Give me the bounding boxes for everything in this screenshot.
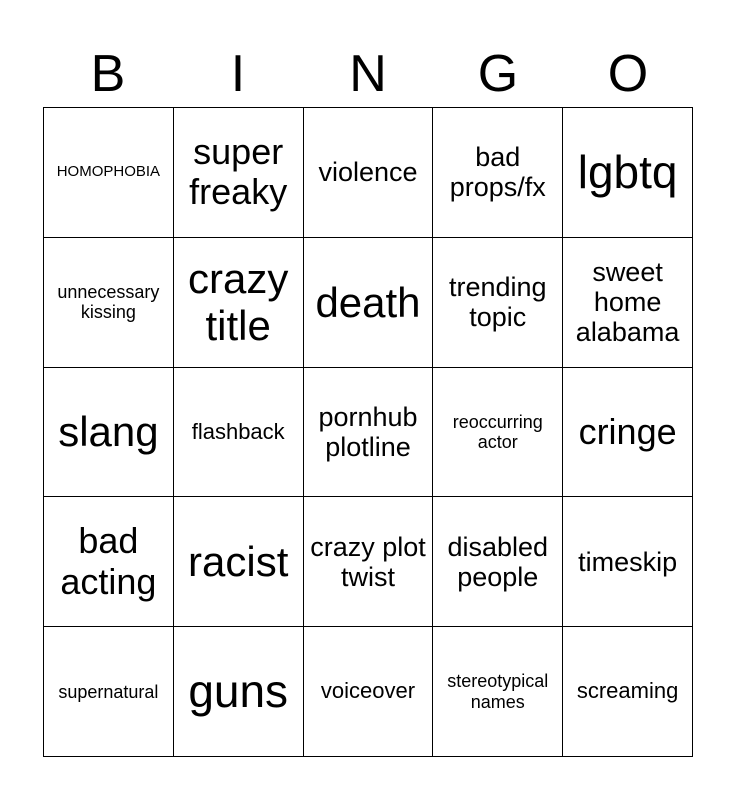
bingo-cell-label: death	[315, 278, 421, 326]
bingo-cell-r2c2[interactable]	[174, 238, 304, 368]
bingo-cell-r4c2[interactable]	[174, 497, 304, 627]
bingo-cell-r5c2[interactable]	[174, 627, 304, 757]
bingo-cell-label: cringe	[578, 410, 677, 452]
bingo-cell-r3c3[interactable]	[304, 368, 434, 498]
bingo-cell-r5c5[interactable]	[563, 627, 693, 757]
bingo-grid	[43, 107, 693, 757]
bingo-cell-r3c2[interactable]	[174, 368, 304, 498]
bingo-cell-r1c2[interactable]	[174, 108, 304, 238]
bingo-cell-label: bad props/fx	[449, 142, 546, 203]
bingo-cell-label: crazy plot twist	[310, 531, 426, 592]
bingo-cell-r4c5[interactable]	[563, 497, 693, 627]
bingo-cell-label: voiceover	[320, 678, 416, 704]
bingo-cell-label: unnecessary kissing	[57, 282, 160, 323]
header-letter-g: G	[477, 45, 519, 103]
bingo-cell-label: flashback	[191, 418, 285, 444]
header-letter-n: N	[349, 45, 387, 103]
bingo-cell-r3c4[interactable]	[433, 368, 563, 498]
bingo-cell-r2c5[interactable]	[563, 238, 693, 368]
bingo-cell-label: guns	[188, 664, 289, 717]
bingo-cell-r5c3[interactable]	[304, 627, 434, 757]
bingo-cell-label: reoccurring actor	[452, 411, 543, 452]
bingo-cell-label: timeskip	[578, 546, 678, 577]
bingo-cell-r5c1[interactable]	[44, 627, 174, 757]
bingo-cell-r3c5[interactable]	[563, 368, 693, 498]
bingo-cell-label: super freaky	[189, 131, 288, 213]
bingo-cell-r4c3[interactable]	[304, 497, 434, 627]
bingo-cell-label: screaming	[576, 678, 679, 704]
bingo-cell-label: stereotypical names	[447, 671, 549, 712]
bingo-cell-label: disabled people	[447, 531, 549, 592]
bingo-cell-label: slang	[58, 408, 159, 456]
bingo-cell-label: violence	[318, 157, 418, 188]
bingo-cell-label: pornhub plotline	[318, 401, 418, 462]
bingo-cell-r3c1[interactable]	[44, 368, 174, 498]
bingo-cell-r5c4[interactable]	[433, 627, 563, 757]
bingo-cell-r2c1[interactable]	[44, 238, 174, 368]
bingo-cell-r4c1[interactable]	[44, 497, 174, 627]
bingo-cell-r1c5[interactable]	[563, 108, 693, 238]
header-letter-i: I	[230, 45, 246, 103]
bingo-cell-r2c4[interactable]	[433, 238, 563, 368]
bingo-cell-r2c3[interactable]	[304, 238, 434, 368]
bingo-cell-label: crazy title	[188, 255, 289, 350]
bingo-cell-label: supernatural	[58, 681, 159, 702]
bingo-cell-label: HOMOPHOBIA	[56, 163, 161, 180]
bingo-cell-label: bad acting	[60, 520, 157, 602]
bingo-cell-label: racist	[188, 538, 289, 586]
bingo-cell-r4c4[interactable]	[433, 497, 563, 627]
bingo-cell-r1c3[interactable]	[304, 108, 434, 238]
header-letter-o: O	[607, 45, 649, 103]
bingo-cell-r1c4[interactable]	[433, 108, 563, 238]
bingo-cell-label: trending topic	[449, 271, 547, 333]
bingo-header	[43, 42, 693, 106]
bingo-cell-label: sweet home alabama	[575, 256, 680, 348]
bingo-cell-r1c1[interactable]	[44, 108, 174, 238]
bingo-cell-label: lgbtq	[577, 145, 678, 198]
header-letter-b: B	[90, 45, 126, 103]
